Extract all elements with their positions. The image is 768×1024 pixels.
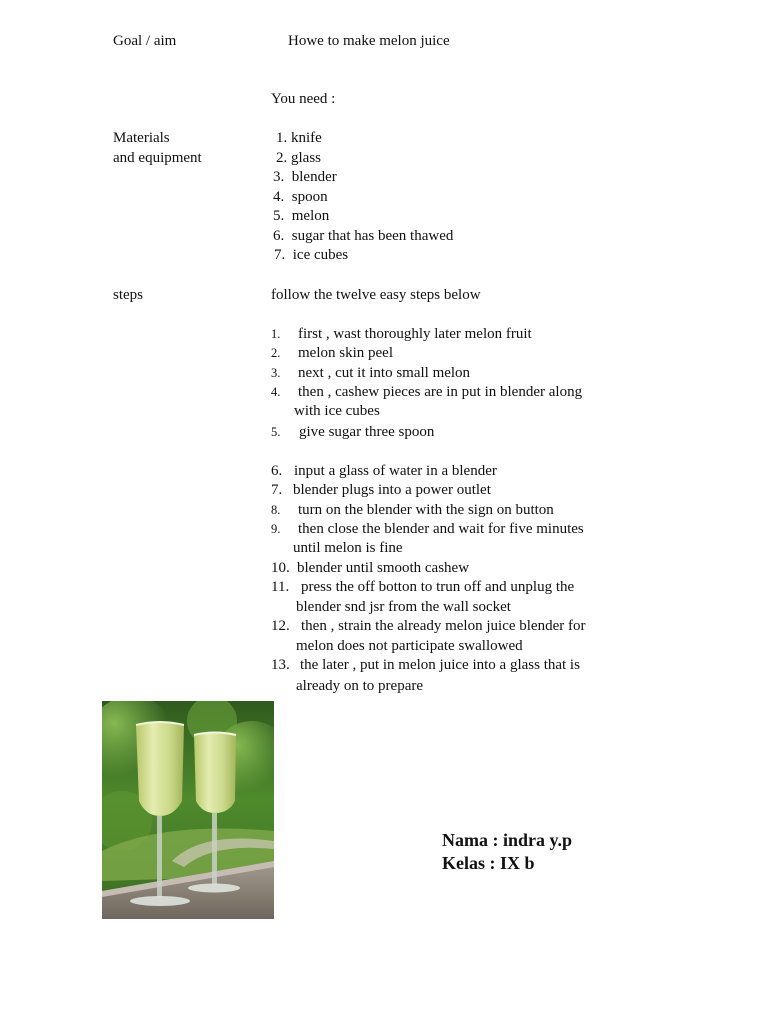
materials-label-line1: Materials: [113, 130, 170, 146]
step-number: 8.: [271, 503, 281, 517]
materials-label-line2: and equipment: [113, 150, 202, 166]
list-item: [273, 227, 453, 246]
item-text: spoon: [291, 189, 328, 205]
item-number: 5.: [273, 208, 285, 224]
materials-intro: You need :: [271, 91, 336, 107]
item-number: 7.: [274, 247, 286, 263]
step-number: 1.: [271, 327, 281, 341]
steps-intro: follow the twelve easy steps below: [271, 287, 481, 303]
item-text: ice cubes: [292, 247, 349, 263]
steps-label: steps: [113, 287, 143, 303]
list-item: [273, 168, 337, 187]
item-number: 4.: [273, 189, 285, 205]
step-number: 6.: [271, 463, 283, 479]
melon-juice-photo: [102, 701, 274, 919]
step-text: blender until smooth cashew: [297, 560, 470, 576]
item-text: melon: [291, 208, 330, 224]
item-number: 3.: [273, 169, 285, 185]
step-number: 10.: [271, 560, 290, 576]
step-text: turn on the blender with the sign on button: [298, 502, 554, 518]
step-text: next , cut it into small melon: [298, 365, 471, 381]
name-line: Nama : indra y.p: [442, 830, 573, 850]
item-text: glass: [291, 150, 321, 166]
step-text: then , strain the already melon juice blender for: [301, 618, 586, 634]
list-item: [276, 149, 321, 168]
step-number: 7.: [271, 482, 283, 498]
step-text: input a glass of water in a blender: [294, 463, 497, 479]
item-text: knife: [291, 130, 322, 146]
step-text-continued: with ice cubes: [294, 403, 380, 419]
step-text: press the off botton to trun off and unplug the: [301, 579, 575, 595]
step-text: then , cashew pieces are in put in blender along: [298, 384, 583, 400]
step-number: 4.: [271, 385, 281, 399]
item-number: 2.: [276, 150, 288, 166]
list-item: [273, 207, 329, 226]
item-text: blender: [291, 169, 337, 185]
step-text-continued: melon does not participate swallowed: [296, 638, 523, 654]
goal-value: Howe to make melon juice: [288, 33, 450, 49]
class-line: Kelas : IX b: [442, 853, 535, 873]
item-number: 6.: [273, 228, 285, 244]
step-text: then close the blender and wait for five minutes: [298, 521, 584, 537]
step-number: 13.: [271, 657, 290, 673]
item-text: sugar that has been thawed: [291, 228, 454, 244]
step-number: 9.: [271, 522, 281, 536]
step-number: 2.: [271, 346, 281, 360]
step-text: the later , put in melon juice into a glass that is: [300, 657, 580, 673]
item-number: 1.: [276, 130, 288, 146]
step-number: 12.: [271, 618, 290, 634]
step-text-continued: blender snd jsr from the wall socket: [296, 599, 511, 615]
step-number: 11.: [271, 579, 290, 595]
step-number: 3.: [271, 366, 281, 380]
step-text: first , wast thoroughly later melon fruit: [298, 326, 532, 342]
list-item: [273, 188, 328, 207]
list-item: [276, 129, 322, 148]
goal-label: Goal / aim: [113, 33, 177, 49]
step-text-continued: until melon is fine: [293, 540, 403, 556]
step-text: blender plugs into a power outlet: [293, 482, 491, 498]
step-text: melon skin peel: [298, 345, 393, 361]
list-item: [274, 246, 348, 265]
step-number: 5.: [271, 425, 281, 439]
step-text: give sugar three spoon: [299, 424, 435, 440]
step-text-continued: already on to prepare: [296, 678, 424, 694]
